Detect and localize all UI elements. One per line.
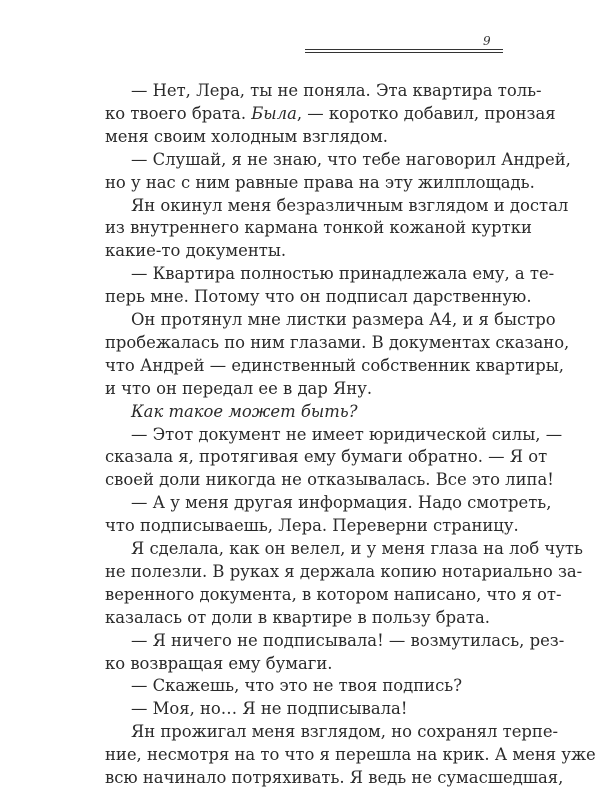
text-line: из внутреннего кармана тонкой кожаной куртки xyxy=(105,218,532,238)
text-line: перь мне. Потому что он подписал дарственную. xyxy=(105,287,532,307)
text-line: — Слушай, я не знаю, что тебе наговорил Андрей, xyxy=(131,149,571,169)
text-line: — Я ничего не подписывала! — возмутилась, рез- xyxy=(131,630,565,650)
text-line: казалась от доли в квартире в пользу брата. xyxy=(105,607,490,627)
text-line xyxy=(105,102,556,126)
text-line: пробежалась по ним глазами. В документах сказано, xyxy=(105,332,570,352)
text-line: Ян окинул меня безразличным взглядом и достал xyxy=(131,195,569,215)
text-line: — Этот документ не имеет юридической силы, — xyxy=(131,424,563,444)
text-line: веренного документа, в котором написано, что я от- xyxy=(105,584,562,604)
text-line: что подписываешь, Лера. Переверни страницу. xyxy=(105,516,519,536)
text-line: ние, несмотря на то что я перешла на крик. А меня уже xyxy=(105,745,596,765)
text-line: какие-то документы. xyxy=(105,241,287,261)
text-line: всю начинало потряхивать. Я ведь не сумасшедшая, xyxy=(105,768,564,787)
text-line: и что он передал ее в дар Яну. xyxy=(105,378,373,398)
text-line: что Андрей — единственный собственник квартиры, xyxy=(105,355,564,375)
text-segment: ко твоего брата. xyxy=(105,103,252,123)
text-line: своей доли никогда не отказывалась. Все это липа! xyxy=(105,470,554,490)
text-line: — Моя, но… Я не подписывала! xyxy=(131,699,408,719)
text-line: Я сделала, как он велел, и у меня глаза на лоб чуть xyxy=(131,539,583,558)
text-line: сказала я, протягивая ему бумаги обратно. — Я от xyxy=(105,447,548,467)
text-line: ко возвращая ему бумаги. xyxy=(105,653,333,673)
text-line: — Нет, Лера, ты не поняла. Эта квартира толь- xyxy=(131,81,542,100)
italic-text: Была xyxy=(251,103,297,123)
text-line xyxy=(131,400,503,424)
text-line: Он протянул мне листки размера А4, и я быстро xyxy=(131,310,556,329)
text-line: Ян прожигал меня взглядом, но сохранял терпе- xyxy=(131,722,559,742)
italic-text: Как такое может быть? xyxy=(131,401,358,421)
text-segment: , — коротко добавил, пронзая xyxy=(296,103,556,123)
text-line: — А у меня другая информация. Надо смотреть, xyxy=(131,493,552,513)
text-line: — Квартира полностью принадлежала ему, а те- xyxy=(131,264,555,284)
text-line: меня своим холодным взглядом. xyxy=(105,126,388,146)
page-number: 9 xyxy=(483,34,491,48)
text-line: но у нас с ним равные права на эту жилплощадь. xyxy=(105,172,535,192)
text-line: не полезли. В руках я держала копию нотариально за- xyxy=(105,561,583,581)
text-line: — Скажешь, что это не твоя подпись? xyxy=(131,676,462,696)
